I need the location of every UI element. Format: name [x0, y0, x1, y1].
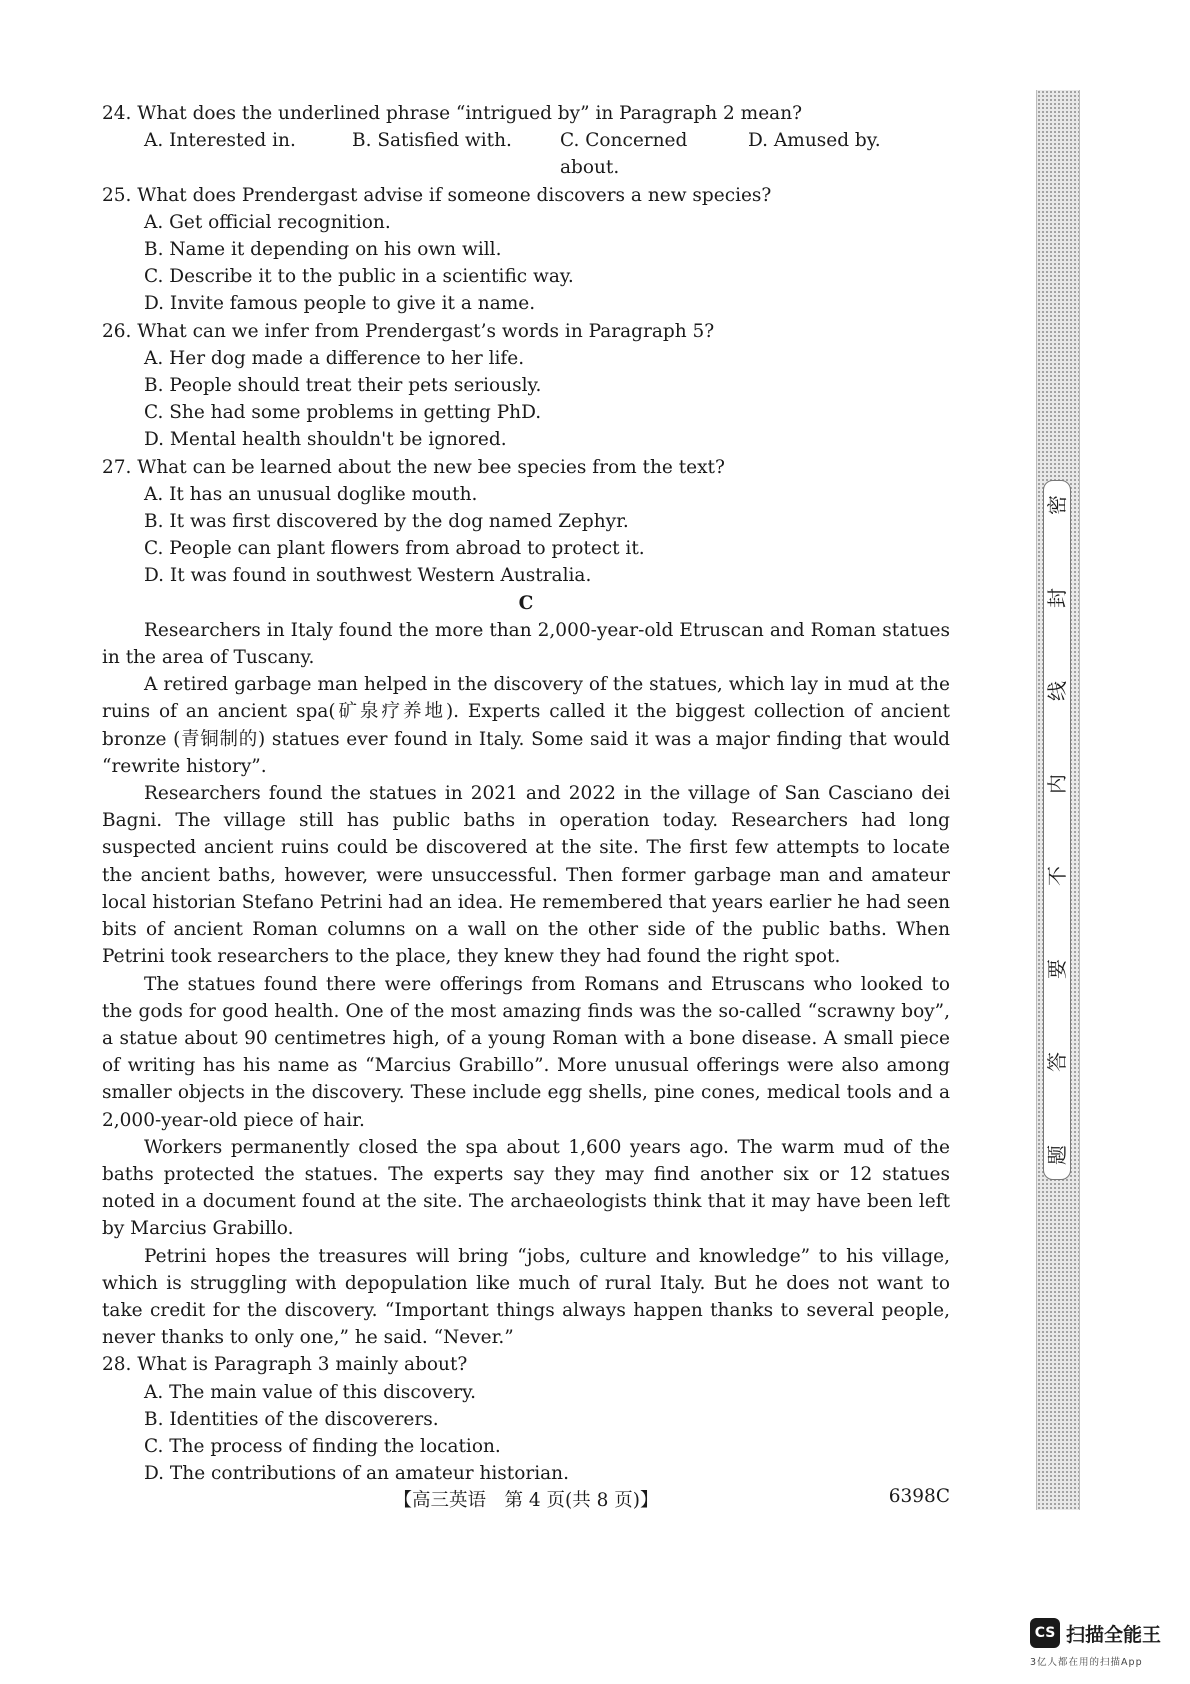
seal-char: 线 — [1045, 680, 1069, 701]
option-c: C. Describe it to the public in a scientific way. — [144, 266, 574, 288]
option-d: D. It was found in southwest Western Australia. — [144, 565, 592, 587]
watermark-tagline: 3亿人都在用的扫描App — [1030, 1657, 1143, 1668]
seal-char: 封 — [1045, 587, 1069, 608]
option-b: B. People should treat their pets seriously. — [144, 375, 542, 397]
seal-char: 密 — [1045, 495, 1069, 515]
seal-char: 要 — [1045, 959, 1069, 980]
question-28-stem: 28. What is Paragraph 3 mainly about? — [102, 1354, 468, 1376]
footer-exam-code: 6398C — [888, 1486, 950, 1507]
option-a: A. Get official recognition. — [144, 211, 391, 233]
seal-char: 内 — [1045, 773, 1069, 794]
footer-page-label: 【高三英语 第 4 页(共 8 页)】 — [393, 1490, 659, 1511]
passage-paragraph: The statues found there were offerings from Romans and Etruscans who looked to the gods for good health. One of the most amazing finds was the so-called “scrawny boy”, a statue about 90 centimetres high, of a young Roman with a bone disease. A small piece of writing has his name as “Marcius Grabillo”. More unusual offerings were also among smaller objects in the discovery. These include egg shells, pine cones, medical tools and a 2,000-year-old piece of hair. — [102, 973, 950, 1131]
page-footer — [102, 1486, 950, 1512]
scanner-watermark — [1030, 1618, 1170, 1674]
watermark-name: 扫描全能王 — [1066, 1624, 1162, 1646]
passage-paragraph: A retired garbage man helped in the discovery of the statues, which lay in mud at the ruins of an ancient spa(矿泉疗养地). Experts called it the biggest collection of ancient bronze (青铜制的) statues ever found in Italy. Some said it was a major finding that would “rewrite history”. — [102, 674, 950, 777]
seal-line-box — [1043, 480, 1071, 1180]
option-b: B. It was first discovered by the dog named Zephyr. — [144, 511, 629, 533]
option-a: A. Interested in. — [144, 130, 296, 152]
passage-paragraph: Researchers found the statues in 2021 and 2022 in the village of San Casciano dei Bagni. The village still has public baths in operation today. Researchers had long suspected ancient ruins could be discovered at the site. The first few attempts to locate the ancient baths, however, were unsuccessful. Then former garbage man and amateur local historian Stefano Petrini had an idea. He remembered that years earlier he had seen bits of ancient Roman columns on a wall on the other side of the public baths. When Petrini took researchers to the place, they knew they had found the right spot. — [102, 783, 950, 968]
passage-paragraph: Workers permanently closed the spa about 1,600 years ago. The warm mud of the baths protected the statues. The experts say they may find another six or 12 statues noted in a document found at the site. The archaeologists think that it may have been left by Marcius Grabillo. — [102, 1136, 950, 1240]
seal-char: 答 — [1045, 1052, 1069, 1073]
seal-char: 不 — [1045, 866, 1069, 887]
option-b: B. Identities of the discoverers. — [144, 1408, 439, 1430]
option-d: D. Mental health shouldn't be ignored. — [144, 429, 507, 451]
option-c: C. People can plant flowers from abroad to protect it. — [144, 538, 645, 560]
option-c: C. The process of finding the location. — [144, 1435, 501, 1457]
option-d: D. Invite famous people to give it a name. — [144, 293, 536, 315]
seal-char: 题 — [1045, 1144, 1069, 1165]
section-title: C — [518, 592, 534, 614]
seal-line-margin — [1036, 90, 1080, 1510]
option-a: A. It has an unusual doglike mouth. — [144, 483, 478, 505]
option-d: D. Amused by. — [748, 130, 881, 152]
passage-paragraph: Researchers in Italy found the more than 2,000-year-old Etruscan and Roman statues in the area of Tuscany. — [102, 619, 950, 669]
option-a: A. The main value of this discovery. — [144, 1381, 477, 1403]
camscanner-logo-icon: CS — [1030, 1618, 1060, 1648]
question-24-options — [144, 127, 950, 181]
question-25-stem: 25. What does Prendergast advise if someone discovers a new species? — [102, 184, 772, 206]
option-b: B. Name it depending on his own will. — [144, 239, 502, 261]
passage-paragraph: Petrini hopes the treasures will bring “jobs, culture and knowledge” to his village, which is struggling with depopulation like much of rural Italy. But he does not want to take credit for the discovery. “Important things always happen thanks to several people, never thanks to only one,” he said. “Never.” — [102, 1245, 950, 1349]
question-27-stem: 27. What can be learned about the new bee species from the text? — [102, 456, 725, 478]
option-b: B. Satisfied with. — [352, 130, 512, 152]
question-26-stem: 26. What can we infer from Prendergast’s words in Paragraph 5? — [102, 320, 715, 342]
option-c: C. Concerned about. — [560, 130, 688, 179]
question-24-stem: 24. What does the underlined phrase “intrigued by” in Paragraph 2 mean? — [102, 103, 803, 124]
option-d: D. The contributions of an amateur historian. — [144, 1463, 569, 1485]
page-content — [102, 100, 950, 1487]
option-a: A. Her dog made a difference to her life. — [144, 347, 525, 369]
option-c: C. She had some problems in getting PhD. — [144, 402, 542, 424]
